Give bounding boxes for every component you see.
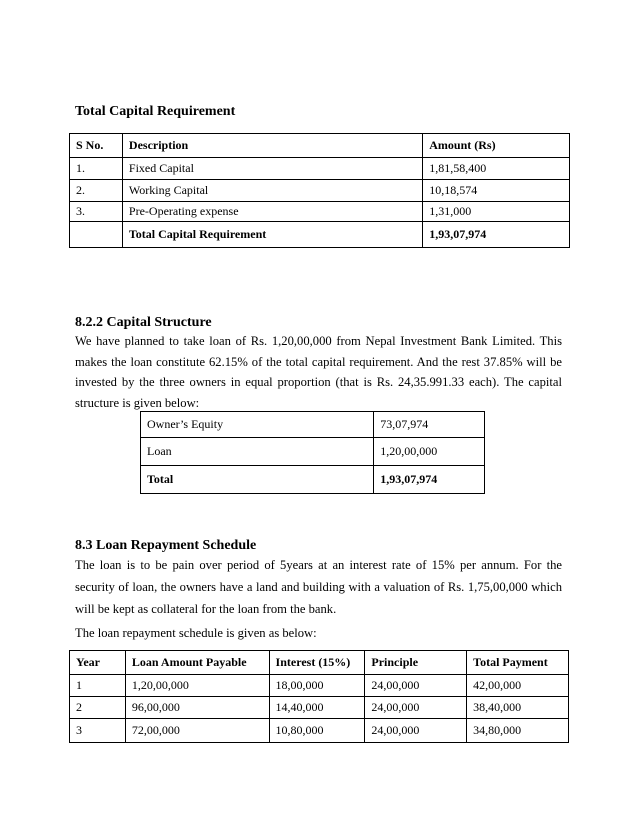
loan-repayment-paragraph: The loan is to be pain over period of 5years at an interest rate of 15% per annum. For the security of loan, the owners have a land and building with a valuation of Rs. 1,75,00,000 which will be kept as collateral for the loan from the bank. — [75, 558, 562, 616]
cell: 72,00,000 — [125, 719, 269, 743]
total-amount: 1,93,07,974 — [423, 222, 570, 248]
table-row — [70, 202, 570, 222]
cell: 2. — [70, 180, 123, 202]
cell: 1,31,000 — [423, 202, 570, 222]
cell: 1. — [70, 158, 123, 180]
table-row — [141, 412, 485, 438]
table-row — [70, 697, 569, 719]
total-label: Total — [141, 466, 374, 494]
cell: 34,80,000 — [467, 719, 569, 743]
header-year: Year — [70, 651, 126, 675]
cell: 3 — [70, 719, 126, 743]
cell: 24,00,000 — [365, 719, 467, 743]
header-amount: Amount (Rs) — [423, 134, 570, 158]
header-principle: Principle — [365, 651, 467, 675]
cell: 10,18,574 — [423, 180, 570, 202]
cell: 1,20,00,000 — [374, 438, 485, 466]
capital-structure-table — [140, 411, 485, 494]
cell: Loan — [141, 438, 374, 466]
total-row — [141, 466, 485, 494]
total-amount: 1,93,07,974 — [374, 466, 485, 494]
cell: 1,81,58,400 — [423, 158, 570, 180]
header-sno: S No. — [70, 134, 123, 158]
total-row — [70, 222, 570, 248]
header-loan-amount: Loan Amount Payable — [125, 651, 269, 675]
table-header-row — [70, 651, 569, 675]
header-total-payment: Total Payment — [467, 651, 569, 675]
cell: Pre-Operating expense — [122, 202, 422, 222]
cell: 96,00,000 — [125, 697, 269, 719]
table-row — [70, 158, 570, 180]
total-capital-heading: Total Capital Requirement — [75, 104, 236, 119]
cell — [70, 222, 123, 248]
capital-requirement-table — [69, 133, 570, 248]
cell: 73,07,974 — [374, 412, 485, 438]
header-interest: Interest (15%) — [269, 651, 365, 675]
capital-structure-paragraph: We have planned to take loan of Rs. 1,20,00,000 from Nepal Investment Bank Limited. This makes the loan constitute 62.15% of the total capital requirement. And the rest 37.85% will be invested by the three owners in equal proportion (that is Rs. 24,35.991.33 each). The capital structure is given below: — [75, 334, 562, 410]
loan-schedule-intro: The loan repayment schedule is given as below: — [75, 626, 317, 640]
cell: 42,00,000 — [467, 675, 569, 697]
cell: 1 — [70, 675, 126, 697]
table-header-row — [70, 134, 570, 158]
total-label: Total Capital Requirement — [122, 222, 422, 248]
cell: 2 — [70, 697, 126, 719]
cell: Working Capital — [122, 180, 422, 202]
cell: 18,00,000 — [269, 675, 365, 697]
cell: 14,40,000 — [269, 697, 365, 719]
header-description: Description — [122, 134, 422, 158]
cell: 1,20,00,000 — [125, 675, 269, 697]
cell: 3. — [70, 202, 123, 222]
capital-structure-heading: 8.2.2 Capital Structure — [75, 315, 212, 330]
table-row — [141, 438, 485, 466]
loan-repayment-table — [69, 650, 569, 743]
cell: 10,80,000 — [269, 719, 365, 743]
cell: 38,40,000 — [467, 697, 569, 719]
cell: 24,00,000 — [365, 675, 467, 697]
cell: Fixed Capital — [122, 158, 422, 180]
cell: Owner’s Equity — [141, 412, 374, 438]
table-row — [70, 180, 570, 202]
table-row — [70, 675, 569, 697]
table-row — [70, 719, 569, 743]
loan-repayment-heading: 8.3 Loan Repayment Schedule — [75, 538, 257, 553]
cell: 24,00,000 — [365, 697, 467, 719]
